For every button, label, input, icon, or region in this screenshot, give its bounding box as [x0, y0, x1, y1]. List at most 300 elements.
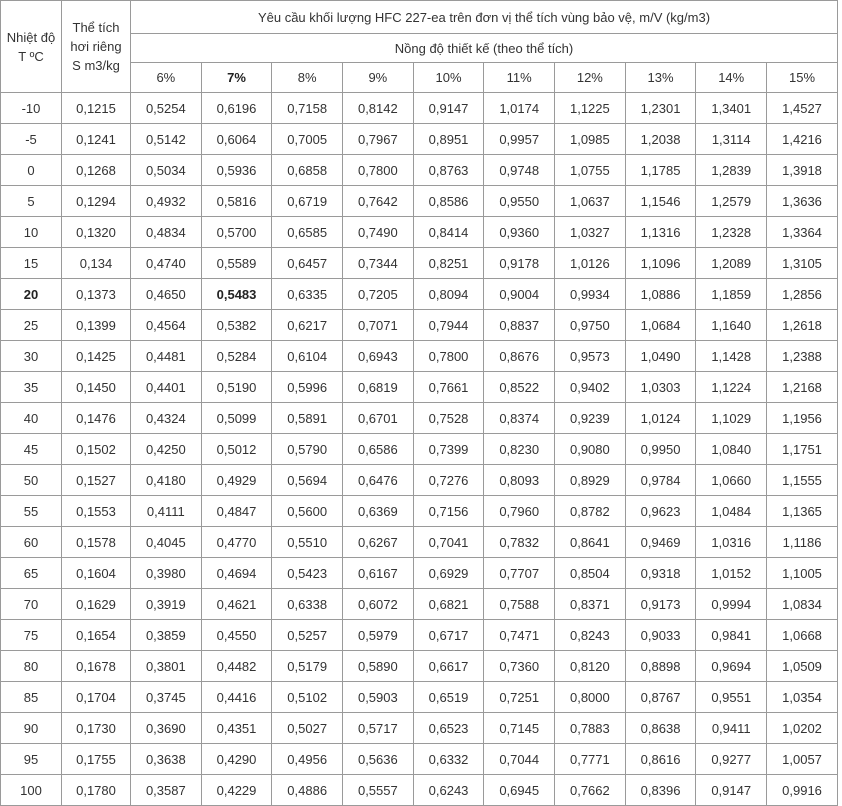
mass-value-cell: 1,0684 [625, 310, 696, 341]
specific-volume-cell: 0,1425 [62, 341, 131, 372]
table-row [1, 155, 838, 186]
mass-value-cell: 0,5102 [272, 682, 343, 713]
mass-value-cell: 0,3745 [131, 682, 202, 713]
mass-value-cell: 1,2839 [696, 155, 767, 186]
mass-value-cell: 0,4694 [201, 558, 272, 589]
mass-value-cell: 0,7251 [484, 682, 555, 713]
concentration-header: 10% [413, 63, 484, 93]
specific-volume-cell: 0,1755 [62, 744, 131, 775]
temperature-cell: 95 [1, 744, 62, 775]
concentration-header: 7% [201, 63, 272, 93]
mass-value-cell: 0,5510 [272, 527, 343, 558]
mass-value-cell: 0,3638 [131, 744, 202, 775]
mass-value-cell: 0,6585 [272, 217, 343, 248]
temperature-cell: 15 [1, 248, 62, 279]
mass-value-cell: 0,6217 [272, 310, 343, 341]
mass-value-cell: 0,4416 [201, 682, 272, 713]
temperature-cell: 90 [1, 713, 62, 744]
mass-value-cell: 0,8251 [413, 248, 484, 279]
mass-value-cell: 0,4111 [131, 496, 202, 527]
mass-value-cell: 0,5284 [201, 341, 272, 372]
mass-value-cell: 1,0202 [767, 713, 838, 744]
mass-value-cell: 0,9173 [625, 589, 696, 620]
mass-value-cell: 0,5996 [272, 372, 343, 403]
temperature-cell: 30 [1, 341, 62, 372]
temperature-cell: 45 [1, 434, 62, 465]
mass-value-cell: 0,6519 [413, 682, 484, 713]
mass-value-cell: 1,2388 [767, 341, 838, 372]
mass-value-cell: 0,5636 [343, 744, 414, 775]
mass-value-cell: 0,5027 [272, 713, 343, 744]
mass-value-cell: 0,7967 [343, 124, 414, 155]
mass-value-cell: 1,2038 [625, 124, 696, 155]
mass-value-cell: 1,0152 [696, 558, 767, 589]
temperature-cell: 35 [1, 372, 62, 403]
mass-value-cell: 0,7344 [343, 248, 414, 279]
temperature-cell: 25 [1, 310, 62, 341]
mass-value-cell: 0,6701 [343, 403, 414, 434]
mass-value-cell: 0,3690 [131, 713, 202, 744]
mass-value-cell: 1,3918 [767, 155, 838, 186]
mass-value-cell: 0,9748 [484, 155, 555, 186]
mass-value-cell: 0,7800 [343, 155, 414, 186]
mass-value-cell: 1,0840 [696, 434, 767, 465]
specific-volume-cell: 0,1553 [62, 496, 131, 527]
mass-value-cell: 0,5483 [201, 279, 272, 310]
mass-value-cell: 1,1365 [767, 496, 838, 527]
mass-value-cell: 1,3636 [767, 186, 838, 217]
mass-value-cell: 0,5254 [131, 93, 202, 124]
mass-value-cell: 0,4351 [201, 713, 272, 744]
mass-value-cell: 0,6196 [201, 93, 272, 124]
mass-value-cell: 1,0303 [625, 372, 696, 403]
table-row [1, 527, 838, 558]
table-subtitle: Nồng độ thiết kế (theo thể tích) [131, 34, 838, 63]
mass-value-cell: 1,2579 [696, 186, 767, 217]
mass-value-cell: 0,7471 [484, 620, 555, 651]
specific-volume-cell: 0,1604 [62, 558, 131, 589]
mass-value-cell: 0,7490 [343, 217, 414, 248]
concentration-header: 12% [555, 63, 626, 93]
mass-value-cell: 1,0354 [767, 682, 838, 713]
mass-value-cell: 0,9277 [696, 744, 767, 775]
mass-value-cell: 0,6335 [272, 279, 343, 310]
mass-value-cell: 0,5142 [131, 124, 202, 155]
specific-volume-cell: 0,1294 [62, 186, 131, 217]
mass-value-cell: 0,9957 [484, 124, 555, 155]
mass-value-cell: 0,9178 [484, 248, 555, 279]
mass-value-cell: 0,4621 [201, 589, 272, 620]
mass-value-cell: 0,8120 [555, 651, 626, 682]
table-row [1, 310, 838, 341]
table-row [1, 496, 838, 527]
mass-value-cell: 0,8616 [625, 744, 696, 775]
mass-value-cell: 0,4650 [131, 279, 202, 310]
table-row [1, 279, 838, 310]
mass-value-cell: 0,5589 [201, 248, 272, 279]
table-row [1, 434, 838, 465]
mass-value-cell: 0,8837 [484, 310, 555, 341]
mass-value-cell: 0,8641 [555, 527, 626, 558]
mass-value-cell: 0,4290 [201, 744, 272, 775]
mass-value-cell: 1,1859 [696, 279, 767, 310]
mass-value-cell: 0,4482 [201, 651, 272, 682]
mass-value-cell: 0,7156 [413, 496, 484, 527]
mass-value-cell: 0,8374 [484, 403, 555, 434]
mass-value-cell: 0,7399 [413, 434, 484, 465]
mass-value-cell: 1,2856 [767, 279, 838, 310]
mass-value-cell: 0,4401 [131, 372, 202, 403]
table-row [1, 248, 838, 279]
table-title: Yêu cầu khối lượng HFC 227-ea trên đơn vị thể tích vùng bảo vệ, m/V (kg/m3) [131, 1, 838, 34]
specific-volume-cell: 0,1578 [62, 527, 131, 558]
mass-value-cell: 0,4932 [131, 186, 202, 217]
mass-value-cell: 0,4956 [272, 744, 343, 775]
mass-value-cell: 0,8763 [413, 155, 484, 186]
mass-value-cell: 1,4216 [767, 124, 838, 155]
mass-value-cell: 1,0668 [767, 620, 838, 651]
mass-value-cell: 0,6858 [272, 155, 343, 186]
temperature-cell: 100 [1, 775, 62, 806]
mass-value-cell: 0,6819 [343, 372, 414, 403]
specific-volume-cell: 0,1399 [62, 310, 131, 341]
mass-value-cell: 0,6369 [343, 496, 414, 527]
mass-value-cell: 0,9784 [625, 465, 696, 496]
mass-value-cell: 0,8000 [555, 682, 626, 713]
mass-value-cell: 0,6243 [413, 775, 484, 806]
mass-value-cell: 0,6072 [343, 589, 414, 620]
mass-value-cell: 0,4229 [201, 775, 272, 806]
mass-value-cell: 0,9147 [413, 93, 484, 124]
specific-volume-cell: 0,1241 [62, 124, 131, 155]
table-body [1, 93, 838, 806]
mass-value-cell: 0,7276 [413, 465, 484, 496]
mass-value-cell: 0,5034 [131, 155, 202, 186]
mass-value-cell: 0,5903 [343, 682, 414, 713]
mass-value-cell: 0,9411 [696, 713, 767, 744]
specific-volume-cell: 0,1780 [62, 775, 131, 806]
mass-value-cell: 0,7944 [413, 310, 484, 341]
specific-volume-cell: 0,1450 [62, 372, 131, 403]
temperature-cell: -10 [1, 93, 62, 124]
mass-value-cell: 0,8767 [625, 682, 696, 713]
mass-value-cell: 1,1225 [555, 93, 626, 124]
table-row [1, 186, 838, 217]
mass-value-cell: 0,6523 [413, 713, 484, 744]
mass-value-cell: 0,5890 [343, 651, 414, 682]
mass-value-cell: 0,4324 [131, 403, 202, 434]
mass-value-cell: 1,0509 [767, 651, 838, 682]
mass-value-cell: 1,1029 [696, 403, 767, 434]
mass-value-cell: 0,7960 [484, 496, 555, 527]
table-row [1, 775, 838, 806]
temperature-cell: -5 [1, 124, 62, 155]
mass-value-cell: 0,6332 [413, 744, 484, 775]
mass-value-cell: 0,6267 [343, 527, 414, 558]
specific-volume-cell: 0,1215 [62, 93, 131, 124]
temperature-cell: 70 [1, 589, 62, 620]
mass-value-cell: 0,6586 [343, 434, 414, 465]
mass-value-cell: 0,6338 [272, 589, 343, 620]
temperature-cell: 50 [1, 465, 62, 496]
mass-value-cell: 0,7044 [484, 744, 555, 775]
mass-value-cell: 0,5557 [343, 775, 414, 806]
mass-value-cell: 0,5790 [272, 434, 343, 465]
mass-value-cell: 0,9402 [555, 372, 626, 403]
mass-value-cell: 0,9994 [696, 589, 767, 620]
mass-value-cell: 0,6943 [343, 341, 414, 372]
mass-value-cell: 0,4770 [201, 527, 272, 558]
table-row [1, 713, 838, 744]
specific-volume-cell: 0,134 [62, 248, 131, 279]
mass-value-cell: 1,0660 [696, 465, 767, 496]
specific-volume-header [62, 1, 131, 93]
mass-value-cell: 1,2618 [767, 310, 838, 341]
specific-volume-cell: 0,1629 [62, 589, 131, 620]
mass-value-cell: 0,5257 [272, 620, 343, 651]
mass-value-cell: 0,4886 [272, 775, 343, 806]
mass-value-cell: 1,0490 [625, 341, 696, 372]
mass-value-cell: 1,0057 [767, 744, 838, 775]
specific-volume-cell: 0,1654 [62, 620, 131, 651]
mass-value-cell: 0,9950 [625, 434, 696, 465]
mass-value-cell: 0,7832 [484, 527, 555, 558]
mass-value-cell: 0,7145 [484, 713, 555, 744]
specific-volume-cell: 0,1373 [62, 279, 131, 310]
mass-value-cell: 0,8522 [484, 372, 555, 403]
mass-value-cell: 0,9147 [696, 775, 767, 806]
mass-value-cell: 0,6821 [413, 589, 484, 620]
mass-value-cell: 0,8676 [484, 341, 555, 372]
mass-value-cell: 0,9551 [696, 682, 767, 713]
mass-value-cell: 0,6945 [484, 775, 555, 806]
mass-value-cell: 1,0755 [555, 155, 626, 186]
mass-value-cell: 0,4740 [131, 248, 202, 279]
specific-volume-cell: 0,1678 [62, 651, 131, 682]
mass-value-cell: 0,3919 [131, 589, 202, 620]
specific-volume-cell: 0,1476 [62, 403, 131, 434]
mass-value-cell: 1,0124 [625, 403, 696, 434]
table-row [1, 651, 838, 682]
mass-value-cell: 0,4250 [131, 434, 202, 465]
mass-value-cell: 1,3105 [767, 248, 838, 279]
concentration-header: 15% [767, 63, 838, 93]
mass-value-cell: 0,9934 [555, 279, 626, 310]
mass-value-cell: 1,2168 [767, 372, 838, 403]
mass-value-cell: 1,1428 [696, 341, 767, 372]
mass-value-cell: 0,9916 [767, 775, 838, 806]
temperature-cell: 10 [1, 217, 62, 248]
mass-value-cell: 1,1640 [696, 310, 767, 341]
mass-value-cell: 0,7588 [484, 589, 555, 620]
mass-value-cell: 0,6929 [413, 558, 484, 589]
temperature-header [1, 1, 62, 93]
table-row [1, 558, 838, 589]
mass-value-cell: 0,5179 [272, 651, 343, 682]
mass-value-cell: 0,4834 [131, 217, 202, 248]
mass-value-cell: 0,4929 [201, 465, 272, 496]
mass-value-cell: 0,8371 [555, 589, 626, 620]
mass-value-cell: 0,5936 [201, 155, 272, 186]
mass-value-cell: 1,0985 [555, 124, 626, 155]
table-row [1, 589, 838, 620]
mass-value-cell: 0,9841 [696, 620, 767, 651]
mass-value-cell: 0,7771 [555, 744, 626, 775]
mass-value-cell: 0,9080 [555, 434, 626, 465]
mass-value-cell: 0,3980 [131, 558, 202, 589]
mass-value-cell: 0,7642 [343, 186, 414, 217]
mass-value-cell: 0,4564 [131, 310, 202, 341]
mass-value-cell: 0,9750 [555, 310, 626, 341]
concentration-header: 11% [484, 63, 555, 93]
mass-value-cell: 0,8782 [555, 496, 626, 527]
mass-value-cell: 0,7707 [484, 558, 555, 589]
mass-value-cell: 1,1186 [767, 527, 838, 558]
mass-value-cell: 1,2328 [696, 217, 767, 248]
mass-value-cell: 0,5012 [201, 434, 272, 465]
specific-volume-cell: 0,1320 [62, 217, 131, 248]
mass-value-cell: 1,3364 [767, 217, 838, 248]
mass-value-cell: 1,1005 [767, 558, 838, 589]
mass-value-cell: 0,9318 [625, 558, 696, 589]
mass-value-cell: 0,5891 [272, 403, 343, 434]
temperature-cell: 55 [1, 496, 62, 527]
mass-value-cell: 0,7662 [555, 775, 626, 806]
mass-value-cell: 0,6104 [272, 341, 343, 372]
specific-volume-cell: 0,1268 [62, 155, 131, 186]
mass-value-cell: 1,0126 [555, 248, 626, 279]
mass-value-cell: 0,8396 [625, 775, 696, 806]
mass-value-cell: 0,7800 [413, 341, 484, 372]
mass-value-cell: 0,4481 [131, 341, 202, 372]
concentration-header: 9% [343, 63, 414, 93]
mass-value-cell: 0,9550 [484, 186, 555, 217]
mass-value-cell: 1,1316 [625, 217, 696, 248]
mass-value-cell: 0,6167 [343, 558, 414, 589]
mass-value-cell: 0,3587 [131, 775, 202, 806]
mass-value-cell: 0,5190 [201, 372, 272, 403]
concentration-header: 13% [625, 63, 696, 93]
specific-volume-cell: 0,1704 [62, 682, 131, 713]
mass-value-cell: 0,5382 [201, 310, 272, 341]
mass-value-cell: 0,8142 [343, 93, 414, 124]
mass-value-cell: 1,3114 [696, 124, 767, 155]
mass-value-cell: 0,3859 [131, 620, 202, 651]
mass-value-cell: 0,5816 [201, 186, 272, 217]
mass-value-cell: 0,6476 [343, 465, 414, 496]
mass-value-cell: 1,1546 [625, 186, 696, 217]
mass-value-cell: 0,7005 [272, 124, 343, 155]
mass-value-cell: 0,5717 [343, 713, 414, 744]
mass-value-cell: 0,6719 [272, 186, 343, 217]
table-row [1, 341, 838, 372]
mass-value-cell: 1,0327 [555, 217, 626, 248]
mass-value-cell: 0,7205 [343, 279, 414, 310]
concentration-header: 6% [131, 63, 202, 93]
mass-value-cell: 0,5600 [272, 496, 343, 527]
mass-value-cell: 0,7158 [272, 93, 343, 124]
mass-value-cell: 0,8414 [413, 217, 484, 248]
table-row [1, 465, 838, 496]
temperature-cell: 65 [1, 558, 62, 589]
mass-value-cell: 1,0316 [696, 527, 767, 558]
mass-value-cell: 1,2089 [696, 248, 767, 279]
mass-value-cell: 0,5700 [201, 217, 272, 248]
temperature-header-line1: Nhiệt độ [6, 29, 56, 45]
mass-value-cell: 0,4180 [131, 465, 202, 496]
mass-value-cell: 0,7041 [413, 527, 484, 558]
mass-value-cell: 0,9623 [625, 496, 696, 527]
mass-value-cell: 0,7528 [413, 403, 484, 434]
mass-value-cell: 0,6064 [201, 124, 272, 155]
mass-value-cell: 1,3401 [696, 93, 767, 124]
mass-value-cell: 0,5979 [343, 620, 414, 651]
specific-volume-cell: 0,1730 [62, 713, 131, 744]
mass-value-cell: 0,9239 [555, 403, 626, 434]
mass-value-cell: 1,0174 [484, 93, 555, 124]
mass-value-cell: 0,7661 [413, 372, 484, 403]
table-row [1, 372, 838, 403]
mass-value-cell: 1,1224 [696, 372, 767, 403]
mass-value-cell: 1,2301 [625, 93, 696, 124]
mass-value-cell: 0,5694 [272, 465, 343, 496]
temperature-cell: 80 [1, 651, 62, 682]
temperature-cell: 5 [1, 186, 62, 217]
table-row [1, 217, 838, 248]
mass-value-cell: 1,1096 [625, 248, 696, 279]
temperature-header-line2: T ºC [18, 48, 44, 64]
mass-value-cell: 1,4527 [767, 93, 838, 124]
mass-value-cell: 0,7360 [484, 651, 555, 682]
mass-value-cell: 0,5423 [272, 558, 343, 589]
temperature-cell: 60 [1, 527, 62, 558]
concentration-header: 14% [696, 63, 767, 93]
mass-value-cell: 0,5099 [201, 403, 272, 434]
table-row [1, 403, 838, 434]
table-row [1, 682, 838, 713]
mass-value-cell: 0,6457 [272, 248, 343, 279]
specific-volume-cell: 0,1502 [62, 434, 131, 465]
mass-value-cell: 0,8230 [484, 434, 555, 465]
concentration-header: 8% [272, 63, 343, 93]
mass-value-cell: 1,0637 [555, 186, 626, 217]
mass-value-cell: 0,8094 [413, 279, 484, 310]
table-row [1, 124, 838, 155]
specific-volume-header-line1: Thể tích [72, 20, 120, 35]
mass-value-cell: 0,8951 [413, 124, 484, 155]
temperature-cell: 85 [1, 682, 62, 713]
mass-value-cell: 1,1785 [625, 155, 696, 186]
mass-value-cell: 1,0886 [625, 279, 696, 310]
table-row [1, 93, 838, 124]
mass-value-cell: 0,8638 [625, 713, 696, 744]
temperature-cell: 0 [1, 155, 62, 186]
mass-value-cell: 0,4847 [201, 496, 272, 527]
temperature-cell: 20 [1, 279, 62, 310]
mass-value-cell: 0,4550 [201, 620, 272, 651]
specific-volume-cell: 0,1527 [62, 465, 131, 496]
mass-value-cell: 0,7883 [555, 713, 626, 744]
mass-value-cell: 0,8898 [625, 651, 696, 682]
mass-value-cell: 0,7071 [343, 310, 414, 341]
mass-value-cell: 1,1555 [767, 465, 838, 496]
mass-value-cell: 0,8586 [413, 186, 484, 217]
table-row [1, 744, 838, 775]
temperature-cell: 40 [1, 403, 62, 434]
table-row [1, 620, 838, 651]
mass-value-cell: 0,8243 [555, 620, 626, 651]
mass-value-cell: 1,0834 [767, 589, 838, 620]
